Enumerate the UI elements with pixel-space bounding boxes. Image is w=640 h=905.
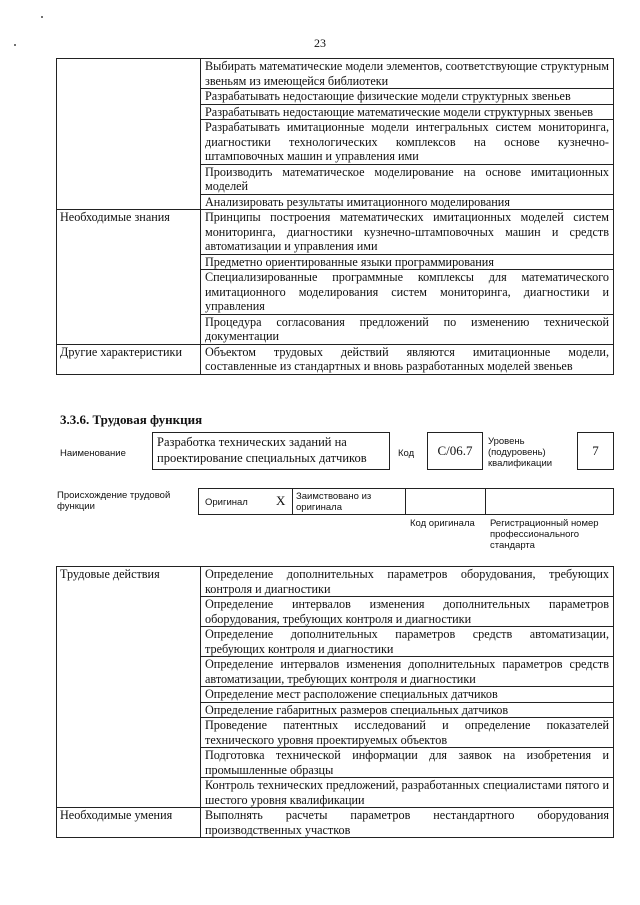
table-cell: Процедура согласования предложений по изменению технической документации: [201, 314, 614, 344]
code-label: Код: [398, 448, 415, 459]
table-cell: Объектом трудовых действий являются имитационные модели, составленные из стандартных и вновь разработанных моделей звеньев: [201, 344, 614, 374]
page-number: 23: [314, 36, 326, 50]
table-cell: Контроль технических предложений, разработанных специалистами пятого и шестого уровня квалификации: [201, 778, 614, 808]
code-value-box: [427, 432, 483, 470]
name-value-box: [152, 432, 390, 470]
table-cell: Производить математическое моделирование на основе имитационных моделей: [201, 164, 614, 194]
table-cell: Принципы построения математических имитационных моделей систем мониторинга, диагностики кузнечно-штамповочных машин и средств автоматизации и управления ими: [201, 210, 614, 255]
table-cell: Определение дополнительных параметров оборудования, требующих контроля и диагностики: [201, 567, 614, 597]
table-cell: Разрабатывать недостающие математические модели структурных звеньев: [201, 104, 614, 120]
table-cell: Определение габаритных размеров специальных датчиков: [201, 702, 614, 718]
origin-table: [198, 488, 614, 515]
original-label: Оригинал: [205, 497, 248, 508]
origin-divider: [292, 489, 293, 514]
origin-label: Происхождение трудовой функции: [57, 490, 171, 512]
table-cell: Выполнять расчеты параметров нестандартного оборудования производственных участков: [201, 808, 614, 838]
skills-table-continued: [56, 58, 614, 375]
origin-divider: [405, 489, 406, 514]
borrowed-label: Заимствовано из оригинала: [296, 491, 372, 513]
table-cell: Выбирать математические модели элементов, соответствующие структурным звеньям из имеющейся библиотеки: [201, 59, 614, 89]
table-cell: Анализировать результаты имитационного моделирования: [201, 194, 614, 210]
origin-divider: [485, 489, 486, 514]
labor-actions-table: [56, 566, 614, 838]
level-value-box: [577, 432, 614, 470]
table-row: [57, 210, 614, 255]
original-mark: X: [276, 493, 286, 508]
code-original-label: Код оригинала: [410, 518, 475, 529]
table-cell: Определение дополнительных параметров средств автоматизации, требующих контроля и диагностики: [201, 627, 614, 657]
row-label-actions: Трудовые действия: [57, 567, 201, 808]
table-cell: Проведение патентных исследований и определение показателей технического уровня проектируемых объектов: [201, 718, 614, 748]
section-title: 3.3.6. Трудовая функция: [60, 412, 203, 427]
name-label: Наименование: [60, 448, 126, 459]
table-cell: Определение интервалов изменения дополнительных параметров оборудования, требующих контроля и диагностики: [201, 597, 614, 627]
table-cell: Определение мест расположение специальных датчиков: [201, 687, 614, 703]
table-row: [57, 808, 614, 838]
reg-number-label: Регистрационный номер профессионального стандарта: [490, 518, 599, 551]
table-cell: Предметно ориентированные языки программирования: [201, 254, 614, 270]
row-label-other: Другие характеристики: [57, 344, 201, 374]
row-label-skills: Необходимые умения: [57, 808, 201, 838]
name-value: Разработка технических заданий на проектирование специальных датчиков: [157, 435, 367, 465]
table-cell: Разрабатывать имитационные модели интегральных систем мониторинга, диагностики технологических комплексов на основе кузнечно-штамповочных машин и управления ими: [201, 120, 614, 165]
scan-speck: [41, 16, 43, 18]
table-cell: Разрабатывать недостающие физические модели структурных звеньев: [201, 89, 614, 105]
table-cell: Подготовка технической информации для заявок на изобретения и промышленные образцы: [201, 748, 614, 778]
table-row: [57, 567, 614, 597]
level-value: 7: [592, 443, 599, 458]
level-label: Уровень (подуровень) квалификации: [488, 436, 553, 469]
table-cell: Специализированные программные комплексы для математического имитационного моделирования систем мониторинга, диагностики и управления: [201, 270, 614, 315]
table-row: [57, 344, 614, 374]
table-row: [57, 59, 614, 89]
table-cell: Определение интервалов изменения дополнительных параметров средств автоматизации, требующих контроля и диагностики: [201, 657, 614, 687]
code-value: С/06.7: [437, 443, 473, 458]
row-label: [57, 59, 201, 210]
row-label-knowledge: Необходимые знания: [57, 210, 201, 345]
